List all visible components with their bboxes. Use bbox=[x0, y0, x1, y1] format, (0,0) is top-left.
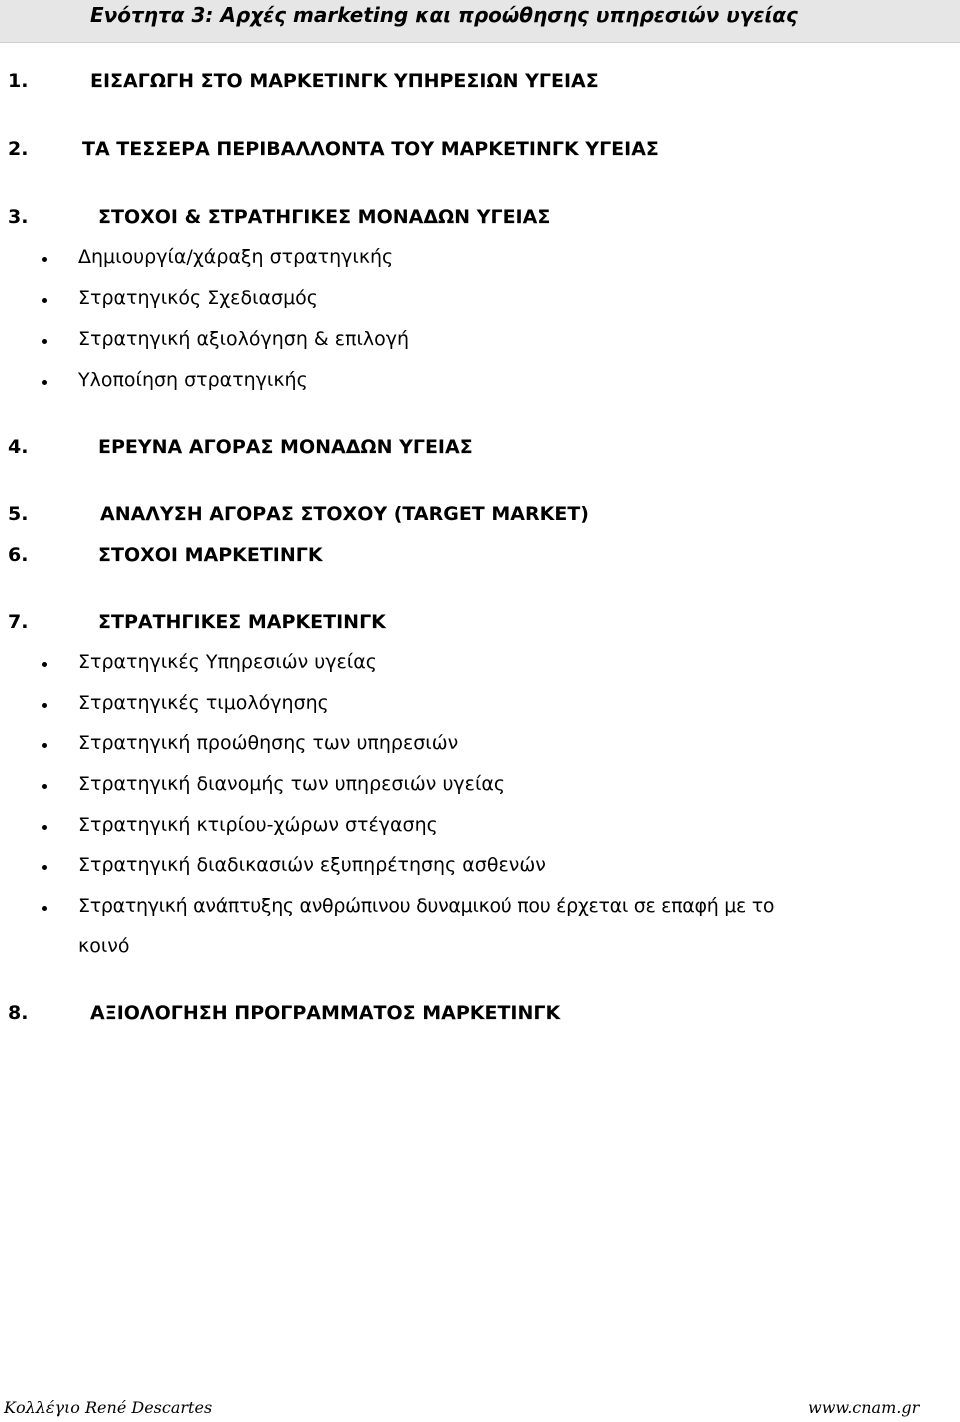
list-item-text: Στρατηγικές τιμολόγησης bbox=[78, 692, 329, 714]
section-title: ΑΝΑΛΥΣΗ ΑΓΟΡΑΣ ΣΤΟΧΟΥ (TARGET MARKET) bbox=[100, 503, 589, 525]
section-title: ΣΤΟΧΟΙ & ΣΤΡΑΤΗΓΙΚΕΣ ΜΟΝΑΔΩΝ ΥΓΕΙΑΣ bbox=[98, 206, 551, 228]
section-number: 2. bbox=[8, 138, 29, 160]
section-number: 8. bbox=[8, 1002, 29, 1024]
bullet-icon bbox=[42, 380, 47, 385]
section-title: ΤΑ ΤΕΣΣΕΡΑ ΠΕΡΙΒΑΛΛΟΝΤΑ ΤΟΥ ΜΑΡΚΕΤΙΝΓΚ ΥΓΕΙΑΣ bbox=[82, 138, 659, 160]
section-number: 7. bbox=[8, 611, 29, 633]
bullet-icon bbox=[42, 865, 47, 870]
section-title: ΑΞΙΟΛΟΓΗΣΗ ΠΡΟΓΡΑΜΜΑΤΟΣ ΜΑΡΚΕΤΙΝΓΚ bbox=[90, 1002, 561, 1024]
bullet-icon bbox=[42, 825, 47, 830]
section-number: 5. bbox=[8, 503, 29, 525]
bullet-icon bbox=[42, 257, 47, 262]
bullet-icon bbox=[42, 703, 47, 708]
list-item-text: Στρατηγική ανάπτυξης ανθρώπινου δυναμικού που έρχεται σε επαφή με το bbox=[78, 895, 775, 917]
bullet-icon bbox=[42, 298, 47, 303]
page-title: Ενότητα 3: Αρχές marketing και προώθησης υπηρεσιών υγείας bbox=[90, 3, 798, 27]
list-item-text: Στρατηγική αξιολόγηση & επιλογή bbox=[78, 328, 410, 350]
section-title: ΕΙΣΑΓΩΓΗ ΣΤΟ ΜΑΡΚΕΤΙΝΓΚ ΥΠΗΡΕΣΙΩΝ ΥΓΕΙΑΣ bbox=[90, 70, 599, 92]
section-title: ΣΤΡΑΤΗΓΙΚΕΣ ΜΑΡΚΕΤΙΝΓΚ bbox=[98, 611, 386, 633]
list-item-text: Δημιουργία/χάραξη στρατηγικής bbox=[78, 246, 394, 268]
bullet-icon bbox=[42, 339, 47, 344]
list-item-text: Στρατηγικός Σχεδιασμός bbox=[78, 287, 318, 309]
section-title: ΕΡΕΥΝΑ ΑΓΟΡΑΣ ΜΟΝΑΔΩΝ ΥΓΕΙΑΣ bbox=[98, 436, 473, 458]
section-number: 4. bbox=[8, 436, 29, 458]
bullet-icon bbox=[42, 743, 47, 748]
list-item-text: Στρατηγική κτιρίου-χώρων στέγασης bbox=[78, 814, 438, 836]
list-item-text: Στρατηγική διαδικασιών εξυπηρέτησης ασθενών bbox=[78, 854, 546, 876]
footer-website: www.cnam.gr bbox=[808, 1398, 920, 1417]
section-number: 3. bbox=[8, 206, 29, 228]
list-item-text: Στρατηγική προώθησης των υπηρεσιών bbox=[78, 732, 459, 754]
bullet-icon bbox=[42, 906, 47, 911]
section-title: ΣΤΟΧΟΙ ΜΑΡΚΕΤΙΝΓΚ bbox=[98, 544, 323, 566]
bullet-icon bbox=[42, 784, 47, 789]
section-number: 1. bbox=[8, 70, 29, 92]
bullet-icon bbox=[42, 662, 47, 667]
list-item-text: Στρατηγική διανομής των υπηρεσιών υγείας bbox=[78, 773, 506, 795]
header-band bbox=[0, 0, 960, 43]
list-item-text: Υλοποίηση στρατηγικής bbox=[78, 369, 308, 391]
section-number: 6. bbox=[8, 544, 29, 566]
list-item-text: Στρατηγικές Υπηρεσιών υγείας bbox=[78, 651, 377, 673]
footer-college-name: Κολλέγιο René Descartes bbox=[4, 1398, 213, 1417]
list-item-text: κοινό bbox=[78, 935, 130, 957]
